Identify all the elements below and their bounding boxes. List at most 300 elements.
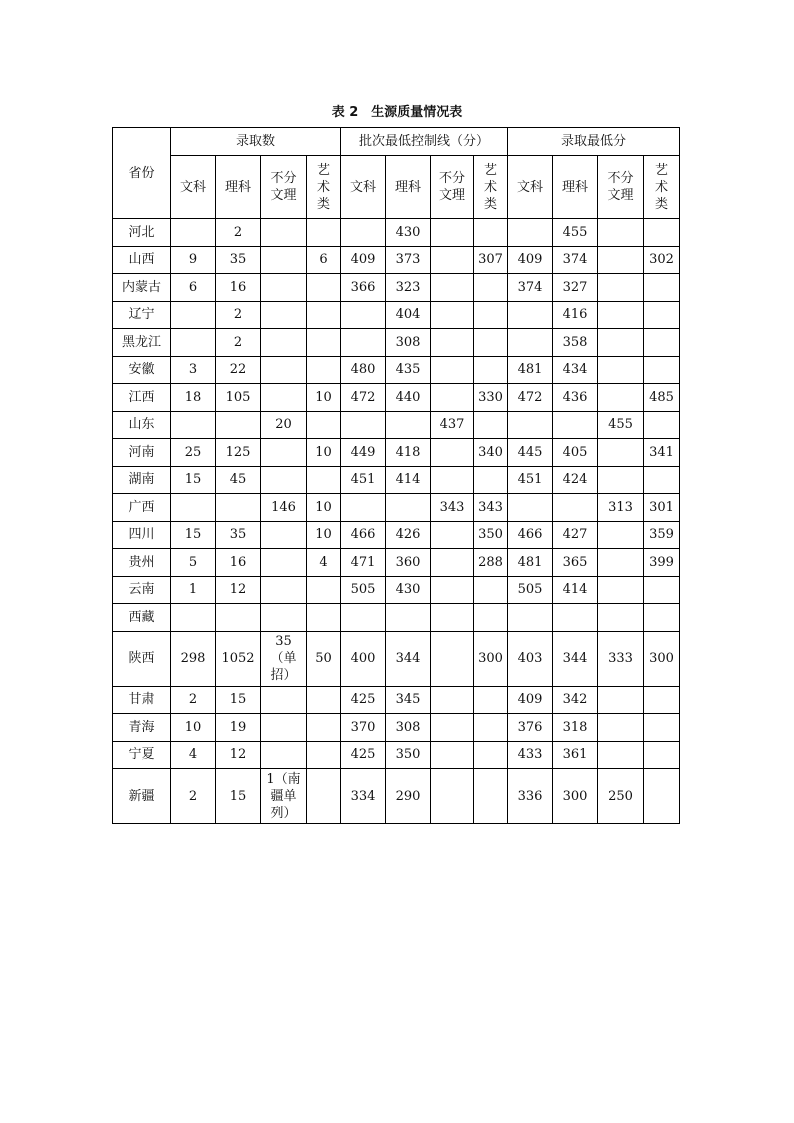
value-cell bbox=[341, 329, 386, 357]
value-cell bbox=[474, 274, 508, 302]
value-cell: 18 bbox=[171, 384, 216, 412]
value-cell: 12 bbox=[216, 741, 261, 769]
value-cell: 358 bbox=[553, 329, 598, 357]
province-cell: 安徽 bbox=[113, 356, 171, 384]
value-cell bbox=[386, 604, 431, 632]
value-cell: 9 bbox=[171, 246, 216, 274]
value-cell bbox=[598, 549, 644, 577]
value-cell: 301 bbox=[644, 494, 680, 522]
value-cell bbox=[261, 246, 307, 274]
value-cell: 146 bbox=[261, 494, 307, 522]
value-cell bbox=[508, 411, 553, 439]
value-cell bbox=[598, 246, 644, 274]
value-cell bbox=[431, 439, 474, 467]
value-cell bbox=[307, 741, 341, 769]
value-cell: 302 bbox=[644, 246, 680, 274]
header-liberal-arts: 文科 bbox=[341, 156, 386, 219]
value-cell bbox=[598, 604, 644, 632]
header-row-sub bbox=[113, 156, 680, 219]
value-cell: 425 bbox=[341, 741, 386, 769]
province-cell: 江西 bbox=[113, 384, 171, 412]
value-cell: 409 bbox=[508, 246, 553, 274]
value-cell bbox=[261, 686, 307, 714]
value-cell bbox=[261, 741, 307, 769]
value-cell bbox=[216, 494, 261, 522]
header-mixed: 不分 文理 bbox=[598, 156, 644, 219]
value-cell bbox=[644, 411, 680, 439]
value-cell: 341 bbox=[644, 439, 680, 467]
value-cell: 2 bbox=[216, 329, 261, 357]
value-cell: 342 bbox=[553, 686, 598, 714]
value-cell: 16 bbox=[216, 549, 261, 577]
province-cell: 青海 bbox=[113, 714, 171, 742]
value-cell bbox=[598, 329, 644, 357]
value-cell: 313 bbox=[598, 494, 644, 522]
table-row bbox=[113, 549, 680, 577]
value-cell: 15 bbox=[171, 466, 216, 494]
value-cell bbox=[553, 494, 598, 522]
value-cell bbox=[307, 329, 341, 357]
value-cell bbox=[474, 219, 508, 247]
value-cell bbox=[431, 714, 474, 742]
province-cell: 山西 bbox=[113, 246, 171, 274]
value-cell bbox=[386, 494, 431, 522]
value-cell: 300 bbox=[644, 631, 680, 686]
value-cell: 323 bbox=[386, 274, 431, 302]
value-cell: 35 （单 招） bbox=[261, 631, 307, 686]
value-cell: 300 bbox=[553, 769, 598, 824]
value-cell: 1 bbox=[171, 576, 216, 604]
province-cell: 内蒙古 bbox=[113, 274, 171, 302]
table-row bbox=[113, 301, 680, 329]
value-cell: 466 bbox=[508, 521, 553, 549]
value-cell: 399 bbox=[644, 549, 680, 577]
value-cell: 361 bbox=[553, 741, 598, 769]
value-cell bbox=[431, 686, 474, 714]
province-cell: 新疆 bbox=[113, 769, 171, 824]
value-cell: 414 bbox=[386, 466, 431, 494]
value-cell bbox=[474, 329, 508, 357]
value-cell: 416 bbox=[553, 301, 598, 329]
value-cell: 300 bbox=[474, 631, 508, 686]
value-cell bbox=[307, 466, 341, 494]
table-row bbox=[113, 384, 680, 412]
value-cell: 455 bbox=[553, 219, 598, 247]
value-cell bbox=[508, 219, 553, 247]
value-cell bbox=[474, 301, 508, 329]
value-cell bbox=[307, 301, 341, 329]
value-cell bbox=[431, 631, 474, 686]
value-cell: 336 bbox=[508, 769, 553, 824]
value-cell: 250 bbox=[598, 769, 644, 824]
value-cell: 4 bbox=[307, 549, 341, 577]
table-row bbox=[113, 521, 680, 549]
province-cell: 广西 bbox=[113, 494, 171, 522]
value-cell bbox=[553, 604, 598, 632]
value-cell bbox=[431, 466, 474, 494]
value-cell bbox=[431, 604, 474, 632]
value-cell bbox=[261, 219, 307, 247]
value-cell: 125 bbox=[216, 439, 261, 467]
province-cell: 河北 bbox=[113, 219, 171, 247]
table-row bbox=[113, 741, 680, 769]
value-cell bbox=[307, 356, 341, 384]
value-cell: 440 bbox=[386, 384, 431, 412]
value-cell: 340 bbox=[474, 439, 508, 467]
header-liberal-arts: 文科 bbox=[171, 156, 216, 219]
value-cell: 485 bbox=[644, 384, 680, 412]
value-cell bbox=[644, 576, 680, 604]
table-row bbox=[113, 604, 680, 632]
table-row bbox=[113, 274, 680, 302]
value-cell: 481 bbox=[508, 356, 553, 384]
value-cell: 360 bbox=[386, 549, 431, 577]
value-cell bbox=[261, 329, 307, 357]
value-cell bbox=[474, 466, 508, 494]
table-row bbox=[113, 494, 680, 522]
value-cell bbox=[644, 356, 680, 384]
value-cell: 10 bbox=[307, 494, 341, 522]
value-cell bbox=[261, 604, 307, 632]
value-cell bbox=[598, 356, 644, 384]
header-group-admitted: 录取数 bbox=[171, 128, 341, 156]
value-cell bbox=[598, 466, 644, 494]
value-cell: 2 bbox=[171, 769, 216, 824]
table-title: 表 2 生源质量情况表 bbox=[331, 105, 463, 120]
value-cell: 290 bbox=[386, 769, 431, 824]
value-cell bbox=[261, 576, 307, 604]
value-cell bbox=[508, 329, 553, 357]
value-cell: 345 bbox=[386, 686, 431, 714]
province-cell: 黑龙江 bbox=[113, 329, 171, 357]
value-cell bbox=[307, 274, 341, 302]
value-cell: 434 bbox=[553, 356, 598, 384]
province-cell: 湖南 bbox=[113, 466, 171, 494]
value-cell bbox=[644, 466, 680, 494]
value-cell: 25 bbox=[171, 439, 216, 467]
value-cell: 505 bbox=[508, 576, 553, 604]
value-cell bbox=[598, 274, 644, 302]
value-cell bbox=[261, 549, 307, 577]
value-cell: 4 bbox=[171, 741, 216, 769]
value-cell: 400 bbox=[341, 631, 386, 686]
value-cell bbox=[431, 356, 474, 384]
table-row bbox=[113, 356, 680, 384]
value-cell bbox=[431, 576, 474, 604]
province-cell: 贵州 bbox=[113, 549, 171, 577]
value-cell bbox=[171, 411, 216, 439]
value-cell: 472 bbox=[508, 384, 553, 412]
value-cell: 50 bbox=[307, 631, 341, 686]
table-row bbox=[113, 466, 680, 494]
value-cell: 12 bbox=[216, 576, 261, 604]
value-cell bbox=[261, 466, 307, 494]
header-science: 理科 bbox=[216, 156, 261, 219]
value-cell bbox=[598, 439, 644, 467]
value-cell: 409 bbox=[508, 686, 553, 714]
value-cell bbox=[307, 686, 341, 714]
province-cell: 山东 bbox=[113, 411, 171, 439]
value-cell: 10 bbox=[171, 714, 216, 742]
value-cell: 445 bbox=[508, 439, 553, 467]
value-cell bbox=[261, 356, 307, 384]
value-cell: 20 bbox=[261, 411, 307, 439]
header-science: 理科 bbox=[553, 156, 598, 219]
header-province: 省份 bbox=[113, 128, 171, 219]
value-cell bbox=[386, 411, 431, 439]
value-cell: 2 bbox=[171, 686, 216, 714]
value-cell bbox=[598, 521, 644, 549]
value-cell: 45 bbox=[216, 466, 261, 494]
value-cell bbox=[644, 301, 680, 329]
value-cell: 505 bbox=[341, 576, 386, 604]
value-cell: 6 bbox=[307, 246, 341, 274]
province-cell: 陕西 bbox=[113, 631, 171, 686]
value-cell: 298 bbox=[171, 631, 216, 686]
value-cell: 427 bbox=[553, 521, 598, 549]
value-cell: 430 bbox=[386, 576, 431, 604]
value-cell: 466 bbox=[341, 521, 386, 549]
value-cell: 471 bbox=[341, 549, 386, 577]
value-cell: 359 bbox=[644, 521, 680, 549]
value-cell bbox=[474, 686, 508, 714]
value-cell: 426 bbox=[386, 521, 431, 549]
value-cell bbox=[307, 769, 341, 824]
value-cell bbox=[644, 769, 680, 824]
value-cell bbox=[431, 274, 474, 302]
value-cell: 424 bbox=[553, 466, 598, 494]
value-cell: 403 bbox=[508, 631, 553, 686]
value-cell bbox=[261, 521, 307, 549]
value-cell: 1（南 疆单 列） bbox=[261, 769, 307, 824]
value-cell: 16 bbox=[216, 274, 261, 302]
value-cell bbox=[644, 329, 680, 357]
table-row bbox=[113, 411, 680, 439]
table-row bbox=[113, 686, 680, 714]
value-cell: 414 bbox=[553, 576, 598, 604]
value-cell bbox=[261, 714, 307, 742]
value-cell: 350 bbox=[386, 741, 431, 769]
value-cell bbox=[598, 576, 644, 604]
header-mixed: 不分 文理 bbox=[431, 156, 474, 219]
value-cell bbox=[216, 604, 261, 632]
value-cell: 5 bbox=[171, 549, 216, 577]
value-cell bbox=[598, 686, 644, 714]
value-cell bbox=[431, 384, 474, 412]
value-cell: 405 bbox=[553, 439, 598, 467]
value-cell bbox=[431, 521, 474, 549]
value-cell bbox=[508, 604, 553, 632]
header-liberal-arts: 文科 bbox=[508, 156, 553, 219]
value-cell: 15 bbox=[171, 521, 216, 549]
province-cell: 四川 bbox=[113, 521, 171, 549]
value-cell bbox=[341, 494, 386, 522]
table-row bbox=[113, 246, 680, 274]
value-cell: 370 bbox=[341, 714, 386, 742]
value-cell bbox=[598, 741, 644, 769]
value-cell bbox=[508, 301, 553, 329]
value-cell: 15 bbox=[216, 686, 261, 714]
value-cell: 481 bbox=[508, 549, 553, 577]
value-cell: 430 bbox=[386, 219, 431, 247]
value-cell: 437 bbox=[431, 411, 474, 439]
value-cell: 436 bbox=[553, 384, 598, 412]
value-cell bbox=[644, 714, 680, 742]
value-cell bbox=[508, 494, 553, 522]
header-group-min-score: 录取最低分 bbox=[508, 128, 680, 156]
value-cell: 327 bbox=[553, 274, 598, 302]
value-cell: 343 bbox=[474, 494, 508, 522]
value-cell bbox=[474, 714, 508, 742]
header-row-groups bbox=[113, 128, 680, 156]
value-cell bbox=[171, 604, 216, 632]
value-cell: 1052 bbox=[216, 631, 261, 686]
value-cell: 350 bbox=[474, 521, 508, 549]
value-cell: 308 bbox=[386, 329, 431, 357]
province-cell: 西藏 bbox=[113, 604, 171, 632]
value-cell bbox=[261, 274, 307, 302]
value-cell: 318 bbox=[553, 714, 598, 742]
table-row bbox=[113, 576, 680, 604]
value-cell: 15 bbox=[216, 769, 261, 824]
value-cell bbox=[431, 769, 474, 824]
value-cell: 409 bbox=[341, 246, 386, 274]
value-cell: 404 bbox=[386, 301, 431, 329]
header-group-control-line: 批次最低控制线（分） bbox=[341, 128, 508, 156]
value-cell bbox=[341, 301, 386, 329]
value-cell: 344 bbox=[553, 631, 598, 686]
table-row bbox=[113, 439, 680, 467]
value-cell: 366 bbox=[341, 274, 386, 302]
value-cell: 451 bbox=[341, 466, 386, 494]
value-cell bbox=[431, 246, 474, 274]
value-cell: 288 bbox=[474, 549, 508, 577]
value-cell bbox=[307, 604, 341, 632]
value-cell bbox=[431, 219, 474, 247]
value-cell bbox=[644, 686, 680, 714]
province-cell: 河南 bbox=[113, 439, 171, 467]
value-cell: 308 bbox=[386, 714, 431, 742]
value-cell bbox=[341, 604, 386, 632]
value-cell: 343 bbox=[431, 494, 474, 522]
value-cell bbox=[261, 384, 307, 412]
value-cell bbox=[474, 769, 508, 824]
value-cell bbox=[474, 741, 508, 769]
header-art: 艺 术 类 bbox=[644, 156, 680, 219]
table-row bbox=[113, 769, 680, 824]
value-cell bbox=[553, 411, 598, 439]
value-cell: 344 bbox=[386, 631, 431, 686]
value-cell: 472 bbox=[341, 384, 386, 412]
value-cell: 449 bbox=[341, 439, 386, 467]
value-cell bbox=[307, 411, 341, 439]
province-cell: 辽宁 bbox=[113, 301, 171, 329]
value-cell bbox=[307, 576, 341, 604]
province-cell: 云南 bbox=[113, 576, 171, 604]
value-cell: 330 bbox=[474, 384, 508, 412]
value-cell bbox=[431, 301, 474, 329]
value-cell bbox=[171, 494, 216, 522]
value-cell: 374 bbox=[508, 274, 553, 302]
value-cell: 435 bbox=[386, 356, 431, 384]
value-cell bbox=[598, 384, 644, 412]
value-cell: 425 bbox=[341, 686, 386, 714]
value-cell bbox=[598, 219, 644, 247]
value-cell: 35 bbox=[216, 246, 261, 274]
value-cell bbox=[341, 411, 386, 439]
value-cell: 307 bbox=[474, 246, 508, 274]
value-cell bbox=[261, 301, 307, 329]
value-cell: 376 bbox=[508, 714, 553, 742]
value-cell bbox=[644, 741, 680, 769]
province-cell: 宁夏 bbox=[113, 741, 171, 769]
table-row bbox=[113, 329, 680, 357]
table-row bbox=[113, 219, 680, 247]
value-cell: 105 bbox=[216, 384, 261, 412]
value-cell: 480 bbox=[341, 356, 386, 384]
value-cell: 22 bbox=[216, 356, 261, 384]
value-cell bbox=[216, 411, 261, 439]
value-cell bbox=[171, 301, 216, 329]
header-art: 艺 术 类 bbox=[307, 156, 341, 219]
value-cell bbox=[474, 411, 508, 439]
value-cell: 418 bbox=[386, 439, 431, 467]
value-cell bbox=[598, 714, 644, 742]
value-cell: 2 bbox=[216, 301, 261, 329]
value-cell: 334 bbox=[341, 769, 386, 824]
value-cell bbox=[644, 604, 680, 632]
value-cell bbox=[431, 329, 474, 357]
value-cell: 10 bbox=[307, 384, 341, 412]
value-cell: 3 bbox=[171, 356, 216, 384]
value-cell: 373 bbox=[386, 246, 431, 274]
value-cell bbox=[474, 604, 508, 632]
value-cell: 455 bbox=[598, 411, 644, 439]
value-cell bbox=[171, 219, 216, 247]
value-cell bbox=[644, 219, 680, 247]
student-quality-table bbox=[112, 127, 680, 824]
value-cell bbox=[171, 329, 216, 357]
table-row bbox=[113, 714, 680, 742]
header-art: 艺 术 类 bbox=[474, 156, 508, 219]
value-cell bbox=[307, 714, 341, 742]
value-cell bbox=[431, 741, 474, 769]
province-cell: 甘肃 bbox=[113, 686, 171, 714]
value-cell bbox=[431, 549, 474, 577]
header-mixed: 不分 文理 bbox=[261, 156, 307, 219]
value-cell: 365 bbox=[553, 549, 598, 577]
value-cell bbox=[341, 219, 386, 247]
value-cell: 374 bbox=[553, 246, 598, 274]
value-cell bbox=[261, 439, 307, 467]
value-cell: 10 bbox=[307, 439, 341, 467]
value-cell: 10 bbox=[307, 521, 341, 549]
value-cell bbox=[644, 274, 680, 302]
value-cell: 333 bbox=[598, 631, 644, 686]
value-cell: 433 bbox=[508, 741, 553, 769]
value-cell: 19 bbox=[216, 714, 261, 742]
value-cell bbox=[474, 576, 508, 604]
value-cell: 451 bbox=[508, 466, 553, 494]
value-cell bbox=[474, 356, 508, 384]
header-science: 理科 bbox=[386, 156, 431, 219]
value-cell: 2 bbox=[216, 219, 261, 247]
value-cell: 35 bbox=[216, 521, 261, 549]
value-cell bbox=[307, 219, 341, 247]
value-cell: 6 bbox=[171, 274, 216, 302]
value-cell bbox=[598, 301, 644, 329]
table-row bbox=[113, 631, 680, 686]
